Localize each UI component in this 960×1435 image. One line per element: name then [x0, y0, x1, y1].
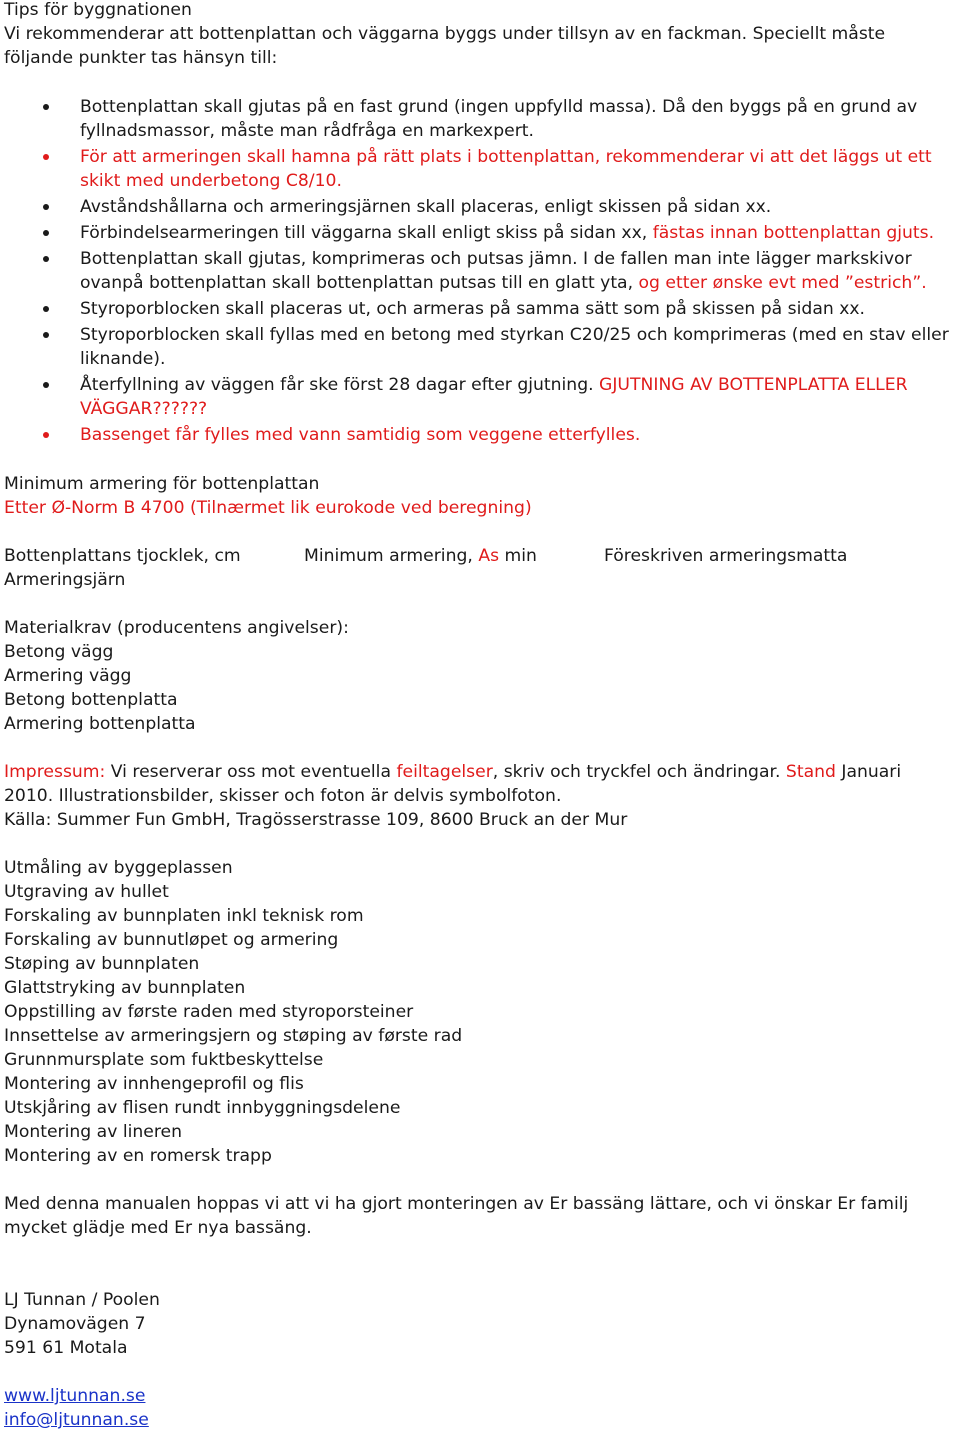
tip-text: Bottenplattan skall gjutas på en fast grund (ingen uppfylld massa). Då den byggs på en grund av fyllnadsmassor, måste man rådfråga en markexpert.	[80, 97, 918, 141]
norm-reference: Etter Ø-Norm B 4700 (Tilnærmet lik eurokode ved beregning)	[4, 498, 532, 518]
step-item: Montering av lineren	[4, 1122, 183, 1142]
impressum-line-2: 2010. Illustrationsbilder, skisser och foton är delvis symbolfoton.	[4, 786, 562, 806]
bullet-dot-icon	[43, 432, 49, 438]
intro-line-1: Vi rekommenderar att bottenplattan och väggarna byggs under tillsyn av en fackman. Speciellt måste	[4, 24, 886, 44]
step-item: Forskaling av bunnutløpet og armering	[4, 930, 339, 950]
bullet-dot-icon	[43, 306, 49, 312]
email-link[interactable]: info@ljtunnan.se	[4, 1410, 149, 1430]
step-item: Innsettelse av armeringsjern og støping av første rad	[4, 1026, 463, 1046]
column-header-armeringsjarn: Armeringsjärn	[4, 570, 126, 590]
tip-text: Avståndshållarna och armeringsjärnen skall placeras, enligt skissen på sidan xx.	[80, 197, 772, 217]
impressum-source: Källa: Summer Fun GmbH, Tragösserstrasse 109, 8600 Bruck an der Mur	[4, 810, 628, 830]
material-item: Armering bottenplatta	[4, 714, 196, 734]
step-item: Glattstryking av bunnplaten	[4, 978, 246, 998]
bullet-dot-icon	[43, 204, 49, 210]
address-street: Dynamovägen 7	[4, 1314, 146, 1334]
document-heading: Tips för byggnationen	[4, 0, 192, 20]
impressum-text: Vi reserverar oss mot eventuella	[105, 762, 397, 782]
tip-text: Bottenplattan skall gjutas, komprimeras och putsas jämn. I de fallen man inte lägger markskivor ovanpå bottenplattan skall bottenplattan putsas till en glatt yta,	[80, 249, 912, 293]
tip-bullet-item	[0, 195, 960, 219]
impressum-text: Januari	[835, 762, 902, 782]
bullet-dot-icon	[43, 256, 49, 262]
tip-bullet-item	[0, 247, 960, 295]
bullet-dot-icon	[43, 382, 49, 388]
impressum-line-1	[4, 760, 901, 784]
tip-bullet-item	[0, 323, 960, 371]
bullet-dot-icon	[43, 154, 49, 160]
address-city: 591 61 Motala	[4, 1338, 128, 1358]
min-armering-title: Minimum armering för bottenplattan	[4, 474, 320, 494]
tip-text: För att armeringen skall hamna på rätt plats i bottenplattan, rekommenderar vi att det läggs ut ett skikt med underbetong C8/10.	[80, 147, 932, 191]
address-company: LJ Tunnan / Poolen	[4, 1290, 160, 1310]
tip-text: fästas innan bottenplattan gjuts.	[652, 223, 935, 243]
intro-line-2: följande punkter tas hänsyn till:	[4, 48, 278, 68]
tip-text: Återfyllning av väggen får ske först 28 dagar efter gjutning.	[80, 375, 600, 395]
website-link[interactable]: www.ljtunnan.se	[4, 1386, 146, 1406]
tip-text: Bassenget får fylles med vann samtidig som veggene etterfylles.	[80, 425, 641, 445]
column-header-min-armering	[304, 544, 537, 568]
tip-bullet-item	[0, 221, 960, 245]
step-item: Utmåling av byggeplassen	[4, 858, 233, 878]
tip-bullet-item	[0, 297, 960, 321]
column-header-armeringsmatta: Föreskriven armeringsmatta	[604, 546, 848, 566]
tip-text: Styroporblocken skall fyllas med en betong med styrkan C20/25 och komprimeras (med en stav eller liknande).	[80, 325, 949, 369]
tip-text: GJUTNING AV BOTTENPLATTA ELLER VÄGGAR??????	[80, 375, 908, 419]
bullet-dot-icon	[43, 104, 49, 110]
impressum-label: Impressum:	[4, 762, 106, 782]
impressum-text: , skriv och tryckfel och ändringar.	[492, 762, 786, 782]
step-item: Utgraving av hullet	[4, 882, 169, 902]
tip-bullet-item	[0, 145, 960, 193]
material-item: Betong vägg	[4, 642, 114, 662]
tips-bullet-list	[0, 95, 960, 449]
feiltagelser-word: feiltagelser	[396, 762, 493, 782]
bullet-dot-icon	[43, 332, 49, 338]
min-label: min	[499, 546, 537, 566]
column-header-thickness: Bottenplattans tjocklek, cm	[4, 546, 241, 566]
tip-bullet-item	[0, 423, 960, 447]
step-item: Montering av en romersk trapp	[4, 1146, 272, 1166]
material-item: Betong bottenplatta	[4, 690, 178, 710]
bullet-dot-icon	[43, 230, 49, 236]
tip-bullet-item	[0, 373, 960, 421]
tip-bullet-item	[0, 95, 960, 143]
material-title: Materialkrav (producentens angivelser):	[4, 618, 349, 638]
step-item: Montering av innhengeprofil og flis	[4, 1074, 304, 1094]
min-armering-label: Minimum armering,	[304, 546, 479, 566]
tip-text: Förbindelsearmeringen till väggarna skall enligt skiss på sidan xx,	[80, 223, 653, 243]
step-item: Støping av bunnplaten	[4, 954, 200, 974]
tip-text: Styroporblocken skall placeras ut, och armeras på samma sätt som på skissen på sidan xx.	[80, 299, 866, 319]
step-item: Grunnmursplate som fuktbeskyttelse	[4, 1050, 324, 1070]
closing-line-2: mycket glädje med Er nya bassäng.	[4, 1218, 312, 1238]
tip-text: og etter ønske evt med ”estrich”.	[638, 273, 927, 293]
step-item: Forskaling av bunnplaten inkl teknisk rom	[4, 906, 364, 926]
step-item: Oppstilling av første raden med styroporsteiner	[4, 1002, 414, 1022]
closing-line-1: Med denna manualen hoppas vi att vi ha gjort monteringen av Er bassäng lättare, och vi önskar Er familj	[4, 1194, 909, 1214]
stand-word: Stand	[785, 762, 836, 782]
as-symbol: As	[478, 546, 500, 566]
material-item: Armering vägg	[4, 666, 132, 686]
step-item: Utskjåring av flisen rundt innbyggningsdelene	[4, 1098, 401, 1118]
